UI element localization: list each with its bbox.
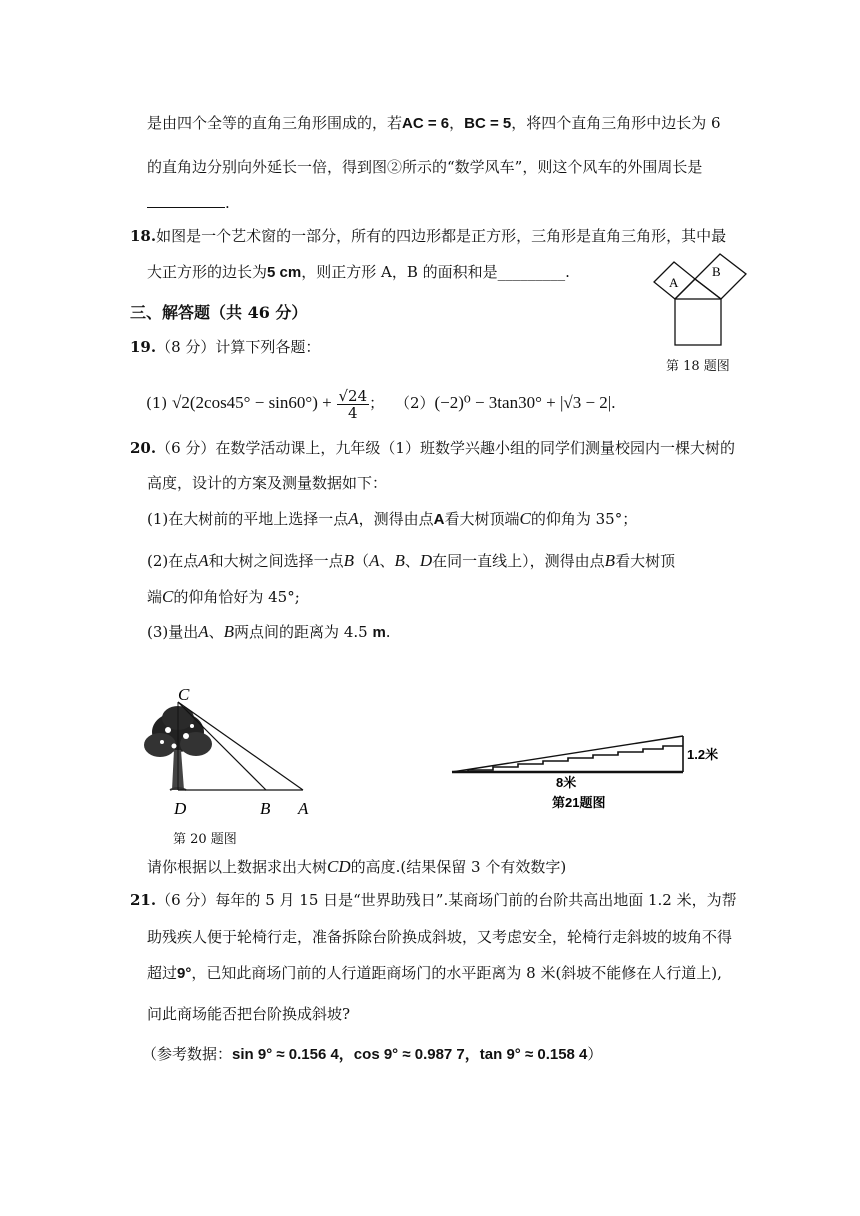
s1-text: 看大树顶端: [444, 510, 520, 528]
q21-text: ，已知此商场门前的人行道距商场门的水平距离为 8 米(斜坡不能修在人行道上),: [191, 964, 722, 982]
q21-line3: [147, 963, 722, 984]
q20-question: [147, 857, 566, 877]
part-label: （2）: [394, 394, 435, 412]
q18-text-b: ，则正方形 A，B 的面积和是_________.: [301, 263, 570, 281]
s2-text: 在同一直线上），测得由点: [432, 552, 605, 570]
question-number: 20.: [130, 439, 157, 457]
s2-text: 、: [404, 552, 420, 570]
s1-text: ，测得由点: [358, 510, 434, 528]
math-ac: AC = 6: [402, 115, 450, 132]
q20-question-text: 的高度.(结果保留 3 个有效数字): [350, 858, 567, 876]
q20-question-text: 请你根据以上数据求出大树: [147, 858, 328, 876]
q21-line1: [130, 890, 737, 910]
ref-label: （参考数据：: [142, 1045, 233, 1063]
q19-text: （8 分）计算下列各题：: [156, 338, 321, 356]
var-d: D: [419, 551, 433, 570]
var-b: B: [394, 551, 405, 570]
fig20-label-a: A: [298, 799, 309, 818]
q20-step3: [147, 622, 391, 643]
var-b: B: [604, 551, 616, 570]
math-angle: 9°: [177, 965, 192, 982]
q19-line1: [130, 337, 320, 357]
var-a: A: [198, 622, 209, 641]
q18-line1: [130, 226, 726, 246]
fig18-diagram: [640, 245, 760, 355]
s2-text: 、: [379, 552, 395, 570]
q21-text: 超过: [147, 964, 178, 982]
big-square: [675, 299, 721, 345]
fraction: [337, 388, 370, 421]
q18-text: 如图是一个艺术窗的一部分，所有的四边形都是正方形，三角形是直角三角形，其中最: [156, 227, 727, 245]
fraction-num: √24: [338, 386, 368, 405]
s2-text: (2)在点: [147, 552, 199, 570]
fig20-caption: 第 20 题图: [173, 832, 237, 847]
q17-line3: [147, 193, 230, 213]
q17-line2: 的直角边分别向外延长一倍，得到图②所示的“数学风车”，则这个风车的外围周长是: [147, 158, 703, 176]
s2-text: （: [354, 552, 370, 570]
q17-line1: [147, 113, 721, 134]
q19-parts: [146, 383, 615, 423]
q21-text: （6 分）每年的 5 月 15 日是“世界助残日”.某商场门前的台阶共高出地面 1.2 米，为帮: [156, 891, 737, 909]
semicolon: ；: [369, 394, 385, 412]
stairs: [452, 746, 683, 772]
var-c: C: [162, 587, 174, 606]
fig18-label-a: A: [669, 275, 679, 290]
math-bc: BC = 5: [464, 115, 512, 132]
section-title: 三、解答题（共 46 分）: [130, 303, 308, 322]
q17-sep: ，: [449, 114, 465, 132]
var-cd: CD: [327, 857, 351, 876]
right-triangle: [675, 279, 721, 299]
fraction-den: 4: [348, 403, 358, 422]
fig20-label-b: B: [260, 799, 271, 818]
math-expr-1: √2(2cos45° − sin60°) +: [172, 393, 332, 412]
question-number: 18.: [130, 227, 157, 245]
fig18-label-b: B: [712, 264, 721, 279]
fig21-caption: 第21题图: [552, 795, 606, 810]
q17-text: 是由四个全等的直角三角形围成的，若: [147, 114, 403, 132]
q21-line2: 助残疾人便于轮椅行走，准备拆除台阶换成斜坡，又考虑安全，轮椅行走斜坡的坡角不得: [147, 928, 733, 946]
q18-text-a: 大正方形的边长为: [147, 263, 268, 281]
s2-text: 端: [147, 588, 163, 606]
fig20-label-d: D: [174, 799, 187, 818]
fig21-height-label: 1.2米: [687, 747, 719, 762]
fig18-caption: 第 18 题图: [666, 359, 730, 374]
math-expr-2: (−2)⁰ − 3tan30° + |√3 − 2|.: [434, 393, 616, 412]
var-b: B: [223, 622, 235, 641]
var-a: A: [198, 551, 209, 570]
unit-m: m: [372, 624, 386, 641]
slope-line: [452, 736, 683, 772]
fig20-label-c: C: [178, 685, 190, 704]
var-c: C: [519, 509, 531, 528]
s2-text: 和大树之间选择一点: [208, 552, 344, 570]
s1-text: (1)在大树前的平地上选择一点: [147, 510, 349, 528]
q21-line4: 问此商场能否把台阶换成斜坡?: [147, 1005, 351, 1023]
q20-step1: [147, 509, 637, 530]
question-number: 19.: [130, 338, 157, 356]
var-a: A: [348, 509, 359, 528]
s2-text: 看大树顶: [615, 552, 676, 570]
part-label: (1): [146, 394, 168, 412]
s2-text: 的仰角恰好为 45°;: [173, 588, 300, 606]
question-number: 21.: [130, 891, 157, 909]
q20-line2: 高度，设计的方案及测量数据如下：: [147, 474, 388, 492]
q17-period: .: [225, 194, 230, 212]
q20-step2-cont: [147, 587, 300, 607]
q21-reference: [142, 1044, 602, 1065]
s3-text: .: [385, 623, 391, 641]
var-a: A: [433, 511, 445, 528]
math-length: 5 cm: [267, 264, 302, 281]
s1-text: 的仰角为 35°；: [530, 510, 638, 528]
answer-blank[interactable]: [147, 193, 225, 208]
q20-line1: [130, 438, 735, 458]
ref-close: ）: [587, 1045, 603, 1063]
q18-line2: [147, 262, 570, 283]
var-b: B: [343, 551, 355, 570]
var-a: A: [369, 551, 380, 570]
s3-text: 、: [208, 623, 224, 641]
q17-text-b: ，将四个直角三角形中边长为 6: [511, 114, 721, 132]
ref-values: sin 9° ≈ 0.156 4，cos 9° ≈ 0.987 7，tan 9° ≈ 0.158 4: [232, 1046, 588, 1063]
fig20-diagram: [140, 685, 330, 830]
q20-step2: [147, 551, 675, 571]
s3-text: (3)量出: [147, 623, 199, 641]
fig21-diagram: [448, 730, 728, 815]
q20-text: （6 分）在数学活动课上，九年级（1）班数学兴趣小组的同学们测量校园内一棵大树的: [156, 439, 735, 457]
s3-text: 两点间的距离为 4.5: [234, 623, 368, 641]
fig21-base-label: 8米: [556, 775, 577, 790]
